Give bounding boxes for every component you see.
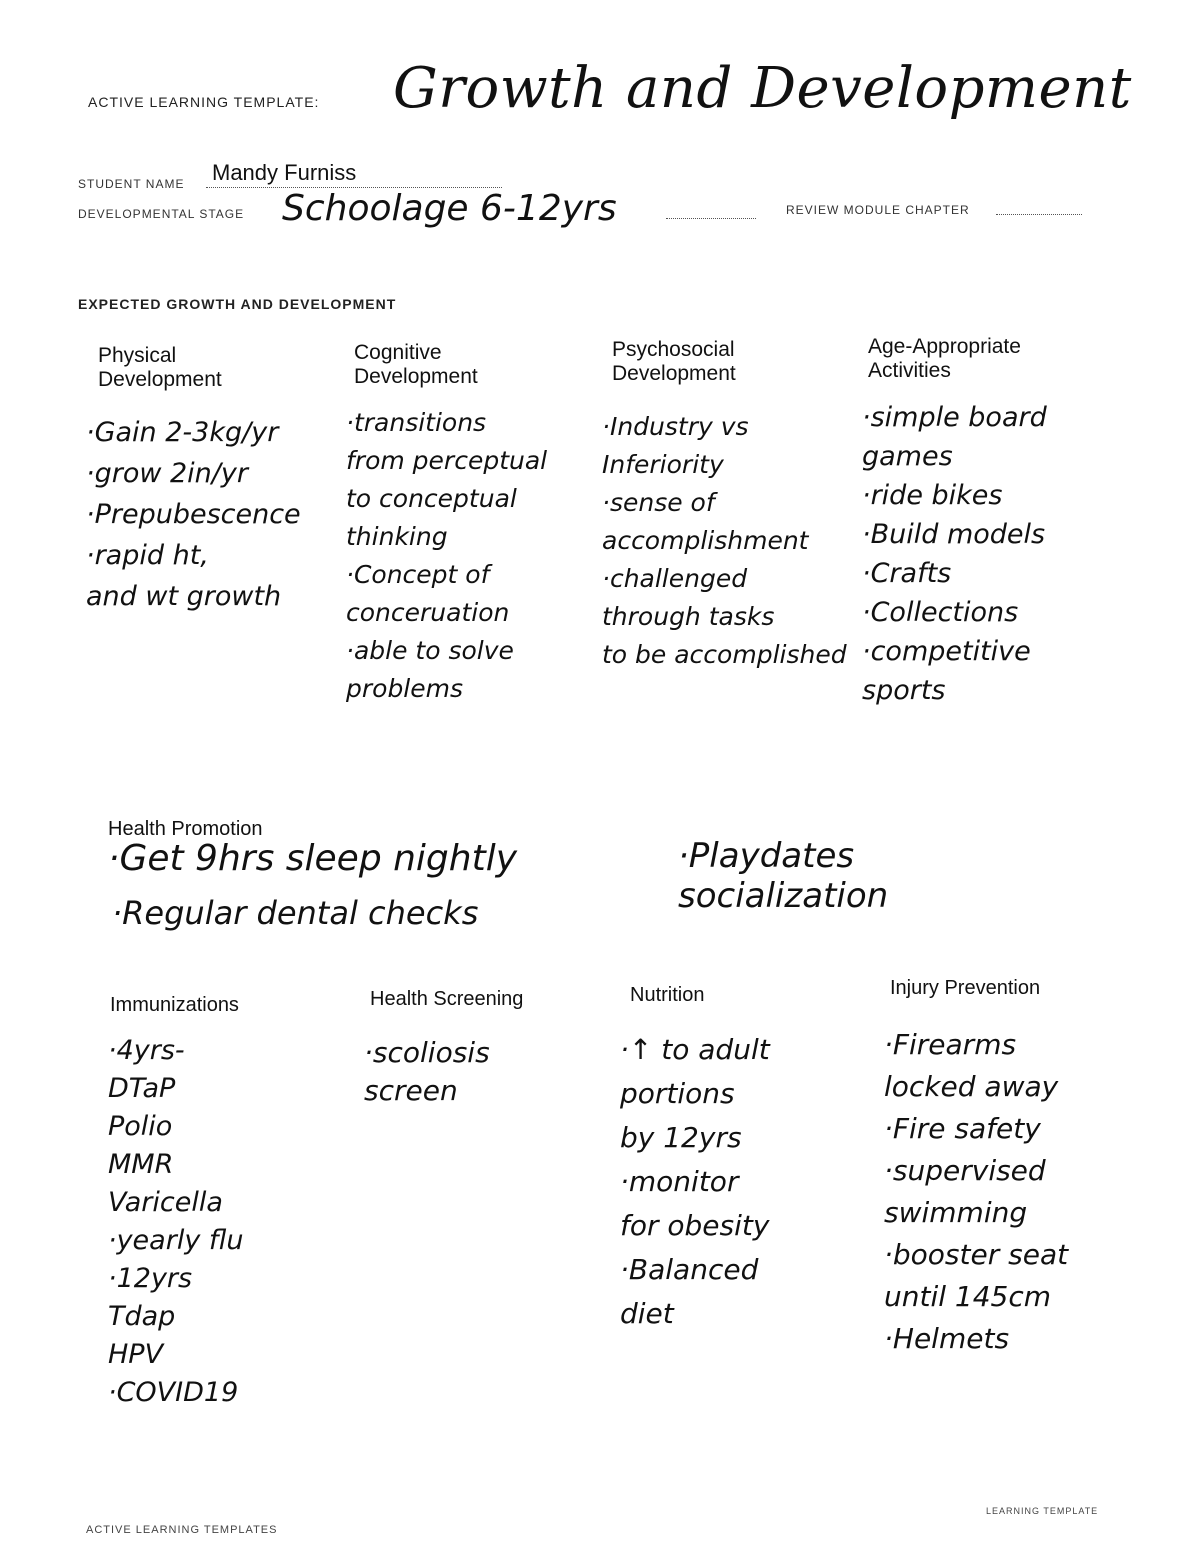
immunizations-heading: Immunizations <box>110 994 239 1016</box>
review-module-line <box>996 214 1082 215</box>
developmental-stage-value: Schoolage 6-12yrs <box>282 188 617 229</box>
health-promotion-heading: Health Promotion <box>108 818 263 840</box>
footer-right: LEARNING TEMPLATE <box>986 1506 1099 1516</box>
health-screening-heading: Health Screening <box>370 988 524 1010</box>
psychosocial-development-heading: Psychosocial Development <box>612 338 736 385</box>
age-appropriate-activities-notes: ·simple board games ·ride bikes ·Build models ·Crafts ·Collections ·competitive sports <box>862 402 1047 706</box>
cognitive-development-notes: ·transitions from perceptual to conceptual thinking ·Concept of conceruation ·able to solve problems <box>346 408 548 703</box>
health-promotion-dental: ·Regular dental checks <box>112 894 479 932</box>
health-screening-notes: ·scoliosis screen <box>364 1036 490 1107</box>
physical-development-heading: Physical Development <box>98 344 222 391</box>
age-appropriate-activities-heading: Age-Appropriate Activities <box>868 335 1021 382</box>
expected-growth-heading: EXPECTED GROWTH AND DEVELOPMENT <box>78 296 397 312</box>
developmental-stage-line <box>666 218 756 219</box>
review-module-label: REVIEW MODULE CHAPTER <box>786 203 970 217</box>
health-promotion-socialization: ·Playdates socialization <box>678 836 889 916</box>
psychosocial-development-notes: ·Industry vs Inferiority ·sense of accomplishment ·challenged through tasks to be accomplished <box>602 412 847 669</box>
physical-development-notes: ·Gain 2-3kg/yr ·grow 2in/yr ·Prepubescence ·rapid ht, and wt growth <box>86 417 301 612</box>
nutrition-heading: Nutrition <box>630 984 705 1006</box>
page-title: Growth and Development <box>393 56 1132 121</box>
nutrition-notes: ·↑ to adult portions by 12yrs ·monitor for obesity ·Balanced diet <box>620 1033 770 1330</box>
injury-prevention-heading: Injury Prevention <box>890 977 1041 999</box>
student-name-label: STUDENT NAME <box>78 177 185 191</box>
template-label: ACTIVE LEARNING TEMPLATE: <box>88 94 320 110</box>
health-promotion-sleep: ·Get 9hrs sleep nightly <box>108 838 518 879</box>
developmental-stage-label: DEVELOPMENTAL STAGE <box>78 207 245 221</box>
student-name-value: Mandy Furniss <box>212 160 357 185</box>
cognitive-development-heading: Cognitive Development <box>354 341 478 388</box>
immunizations-notes: ·4yrs- DTaP Polio MMR Varicella ·yearly flu ·12yrs Tdap HPV ·COVID19 <box>108 1035 244 1408</box>
injury-prevention-notes: ·Firearms locked away ·Fire safety ·supervised swimming ·booster seat until 145cm ·Helmets <box>884 1028 1069 1355</box>
footer-left: ACTIVE LEARNING TEMPLATES <box>86 1524 278 1536</box>
